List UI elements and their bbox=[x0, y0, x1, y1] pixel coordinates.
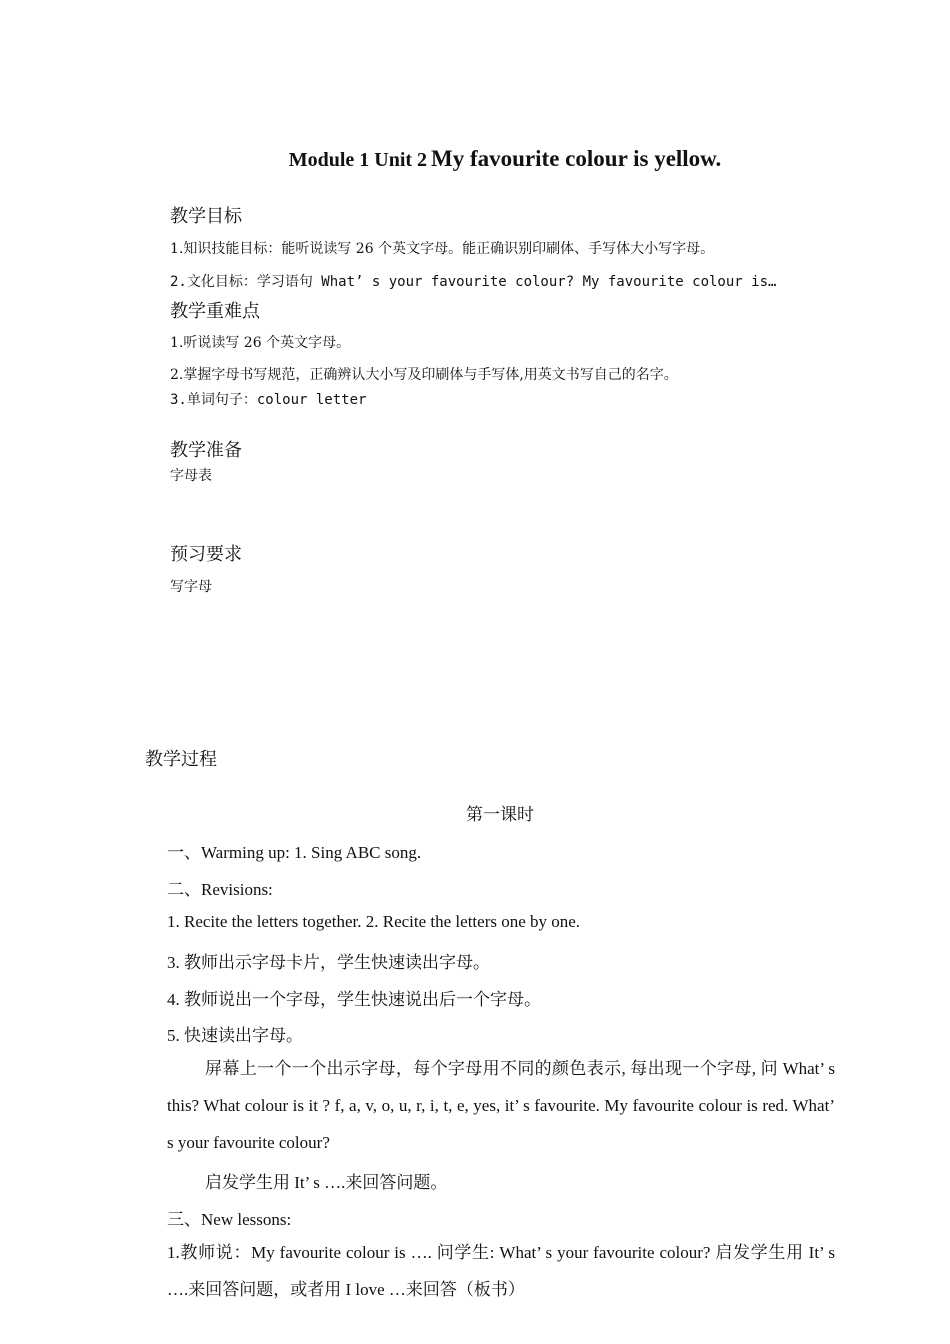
title-part-2: My favourite colour is yellow. bbox=[431, 146, 722, 171]
objectives-line-1: 1.知识技能目标：能听说读写 26 个英文字母。能正确识别印刷体、手写体大小写字母。 bbox=[170, 241, 715, 257]
preparation-content: 字母表 bbox=[170, 468, 212, 484]
paragraph-prompt: 启发学生用 It’ s ….来回答问题。 bbox=[205, 1173, 448, 1192]
key-points-heading: 教学重难点 bbox=[170, 301, 260, 322]
revision-item-3: 3. 教师出示字母卡片，学生快速读出字母。 bbox=[167, 953, 490, 972]
preview-heading: 预习要求 bbox=[170, 544, 242, 565]
lesson-title: 第一课时 bbox=[466, 805, 534, 824]
revisions-heading: 二、Revisions: bbox=[167, 880, 273, 899]
key-points-line-1: 1.听说读写 26 个英文字母。 bbox=[170, 335, 351, 351]
key-points-line-3: 3.单词句子：colour letter bbox=[170, 392, 367, 408]
preview-content: 写字母 bbox=[170, 579, 212, 595]
title-part-1: Module 1 Unit 2 bbox=[288, 149, 428, 171]
paragraph-letters-colours: 屏幕上一个一个出示字母，每个字母用不同的颜色表示, 每出现一个字母, 问 What’ s this? What colour is it ? f, a, v, o, u, r, i, t, e, yes, it’ s favourite. My favourite colour is red. What’ s your favourite colour? bbox=[167, 1059, 835, 1152]
paragraph-new-lesson-1: 1.教师说：My favourite colour is …. 问学生: What’ s your favourite colour? 启发学生用 It’ s ….来回答问题，或者用 I love …来回答（板书） bbox=[167, 1243, 835, 1299]
revision-item-5: 5. 快速读出字母。 bbox=[167, 1026, 303, 1045]
objectives-heading: 教学目标 bbox=[170, 206, 242, 227]
warmup-line: 一、Warming up: 1. Sing ABC song. bbox=[167, 843, 422, 862]
key-points-line-2: 2.掌握字母书写规范，正确辨认大小写及印刷体与手写体,用英文书写自己的名字。 bbox=[170, 367, 678, 383]
document-title bbox=[0, 146, 950, 172]
revision-item-1: 1. Recite the letters together. 2. Recite the letters one by one. bbox=[167, 912, 581, 931]
preparation-heading: 教学准备 bbox=[170, 440, 242, 461]
process-heading: 教学过程 bbox=[145, 749, 217, 770]
objectives-line-2: 2.文化目标：学习语句 What’ s your favourite colour? My favourite colour is… bbox=[170, 274, 777, 290]
revision-item-4: 4. 教师说出一个字母，学生快速说出后一个字母。 bbox=[167, 990, 541, 1009]
new-lessons-heading: 三、New lessons: bbox=[167, 1210, 292, 1229]
